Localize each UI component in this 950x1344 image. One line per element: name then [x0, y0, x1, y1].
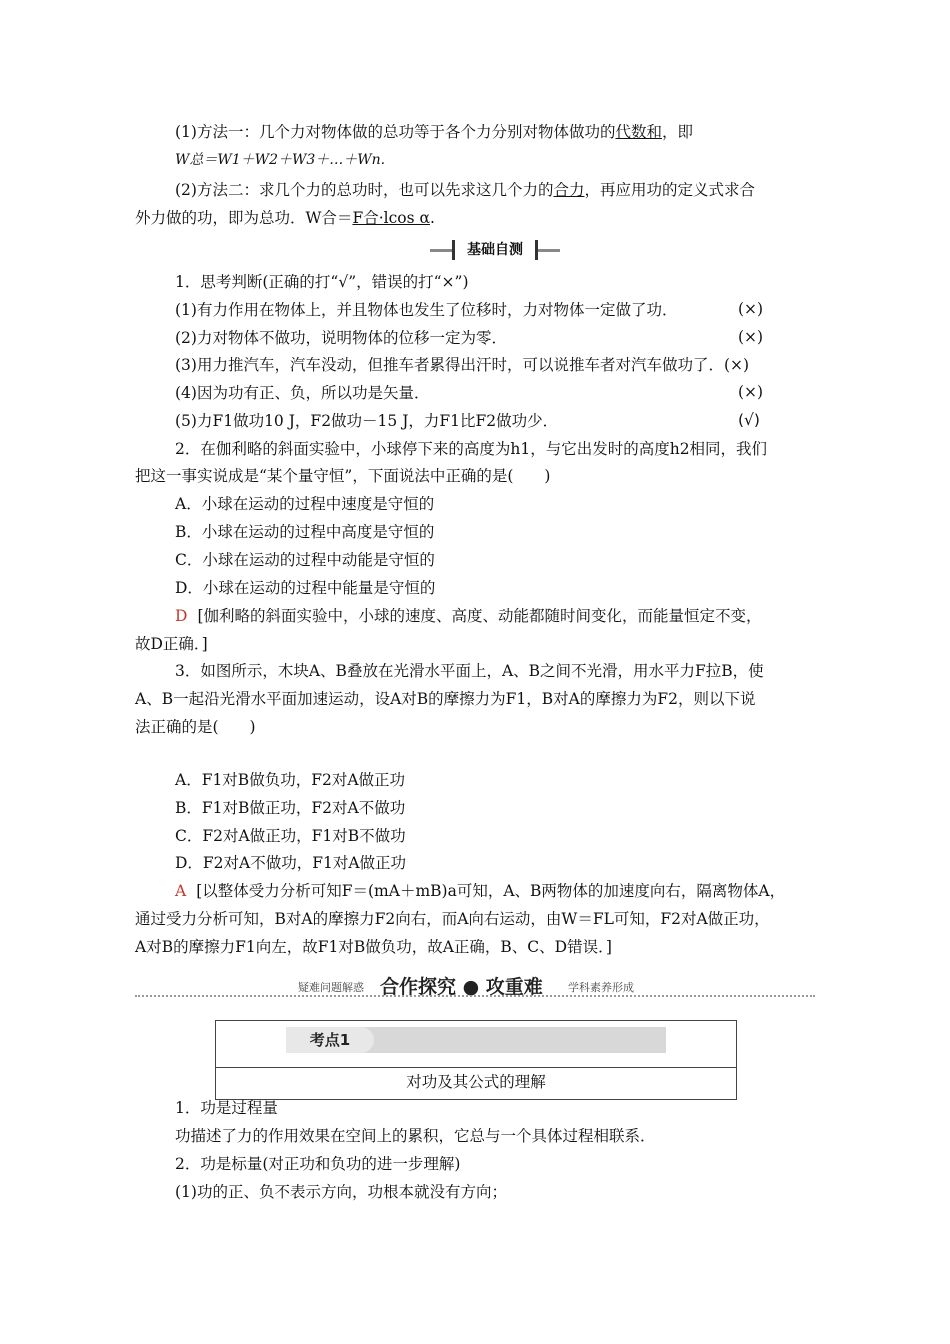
method2-line1 — [175, 180, 755, 200]
q3-explanation-2: 通过受力分析可知，B对A的摩擦力F2向右，而A向右运动，由W＝FL可知，F2对A做正功， — [135, 910, 770, 928]
q3-option-a: A．F1对B做负功，F2对A做正功 — [175, 771, 406, 789]
method1-formula: W总＝W1＋W2＋W3＋…＋Wn. — [175, 152, 386, 168]
q1-item-1: (1)有力作用在物体上，并且物体也发生了位移时，力对物体一定做了功． — [175, 301, 678, 319]
key-point-badge: 考点1 — [286, 1027, 374, 1053]
section-header-suffix: 学科素养形成 — [568, 981, 634, 994]
method1-text-end: ，即 — [661, 123, 693, 141]
q3-stem-2: A、B一起沿光滑水平面加速运动，设A对B的摩擦力为F1，B对A的摩擦力为F2，则以下说 — [135, 690, 756, 708]
body-line-1: 1．功是过程量 — [175, 1099, 278, 1117]
method1-line — [175, 122, 693, 142]
q3-stem-1: 3．如图所示，木块A、B叠放在光滑水平面上，A、B之间不光滑，用水平力F拉B，使 — [175, 662, 764, 680]
method1-underlined: 代数和 — [615, 123, 662, 141]
q3-option-d: D．F2对A不做功，F1对A做正功 — [175, 854, 407, 872]
method2-line2-end: . — [429, 209, 435, 227]
q2-stem-1: 2．在伽利略的斜面实验中，小球停下来的高度为h1，与它出发时的高度h2相同，我们 — [175, 440, 768, 458]
method2-formula: F合·lcos α — [352, 209, 430, 227]
method2-underlined: 合力 — [553, 181, 585, 199]
q2-explanation-text: [伽利略的斜面实验中，小球的速度、高度、动能都随时间变化，而能量恒定不变， — [197, 607, 762, 625]
body-line-3: 2．功是标量(对正功和负功的进一步理解) — [175, 1155, 461, 1173]
q2-explanation-1 — [175, 606, 762, 626]
method2-text: (2)方法二：求几个力的总功时，也可以先求这几个力的 — [175, 181, 554, 199]
q2-answer: D — [175, 607, 188, 625]
q3-answer: A — [175, 882, 187, 900]
q3-stem-3: 法正确的是( ) — [135, 718, 256, 736]
key-point-separator — [216, 1067, 736, 1068]
section-header — [135, 972, 815, 996]
q2-option-c: C．小球在运动的过程中动能是守恒的 — [175, 551, 435, 569]
q3-explanation-text: [以整体受力分析可知F＝(mA＋mB)a可知，A、B两物体的加速度向右，隔离物体A， — [196, 882, 786, 900]
key-point-box — [215, 1020, 737, 1100]
q2-option-d: D．小球在运动的过程中能量是守恒的 — [175, 579, 436, 597]
body-line-4: (1)功的正、负不表示方向，功根本就没有方向； — [175, 1183, 507, 1201]
q1-mark-4: (×) — [738, 383, 764, 401]
method2-line2 — [135, 208, 435, 228]
key-point-tab — [286, 1027, 666, 1053]
q1-mark-5: (√) — [738, 411, 760, 429]
q2-stem-2: 把这一事实说成是“某个量守恒”，下面说法中正确的是( ) — [135, 467, 551, 485]
key-point-title: 对功及其公式的理解 — [406, 1073, 546, 1091]
q1-item-5: (5)力F1做功10 J，F2做功－15 J，力F1比F2做功少． — [175, 412, 559, 430]
q2-option-a: A．小球在运动的过程中速度是守恒的 — [175, 495, 435, 513]
method2-text-end: ，再应用功的定义式求合 — [584, 181, 755, 199]
q3-option-b: B．F1对B做正功，F2对A不做功 — [175, 799, 406, 817]
body-line-2: 功描述了力的作用效果在空间上的累积，它总与一个具体过程相联系． — [175, 1127, 656, 1145]
q2-explanation-2: 故D正确．] — [135, 635, 208, 653]
self-test-label: 基础自测 — [452, 240, 538, 260]
method2-line2-text: 外力做的功，即为总功．W合＝ — [135, 209, 353, 227]
section-header-prefix: 疑难问题解惑 — [298, 981, 364, 994]
q2-option-b: B．小球在运动的过程中高度是守恒的 — [175, 523, 435, 541]
q1-mark-1: (×) — [738, 300, 764, 318]
q1-mark-2: (×) — [738, 328, 764, 346]
q1-stem: 1．思考判断(正确的打“√”，错误的打“×”) — [175, 273, 469, 291]
q1-item-4: (4)因为功有正、负，所以功是矢量． — [175, 384, 430, 402]
q1-item-2: (2)力对物体不做功，说明物体的位移一定为零． — [175, 329, 507, 347]
q1-item-3: (3)用力推汽车，汽车没动，但推车者累得出汗时，可以说推车者对汽车做功了．(×) — [175, 356, 750, 374]
method1-text: (1)方法一：几个力对物体做的总功等于各个力分别对物体做功的 — [175, 123, 616, 141]
q3-explanation-1 — [175, 881, 785, 901]
section-header-title: 合作探究 ● 攻重难 — [380, 976, 543, 998]
q3-option-c: C．F2对A做正功，F1对B不做功 — [175, 827, 406, 845]
self-test-banner — [430, 240, 560, 260]
section-divider — [135, 995, 815, 997]
q3-explanation-3: A对B的摩擦力F1向左，故F1对B做负功，故A正确，B、C、D错误．] — [135, 938, 612, 956]
